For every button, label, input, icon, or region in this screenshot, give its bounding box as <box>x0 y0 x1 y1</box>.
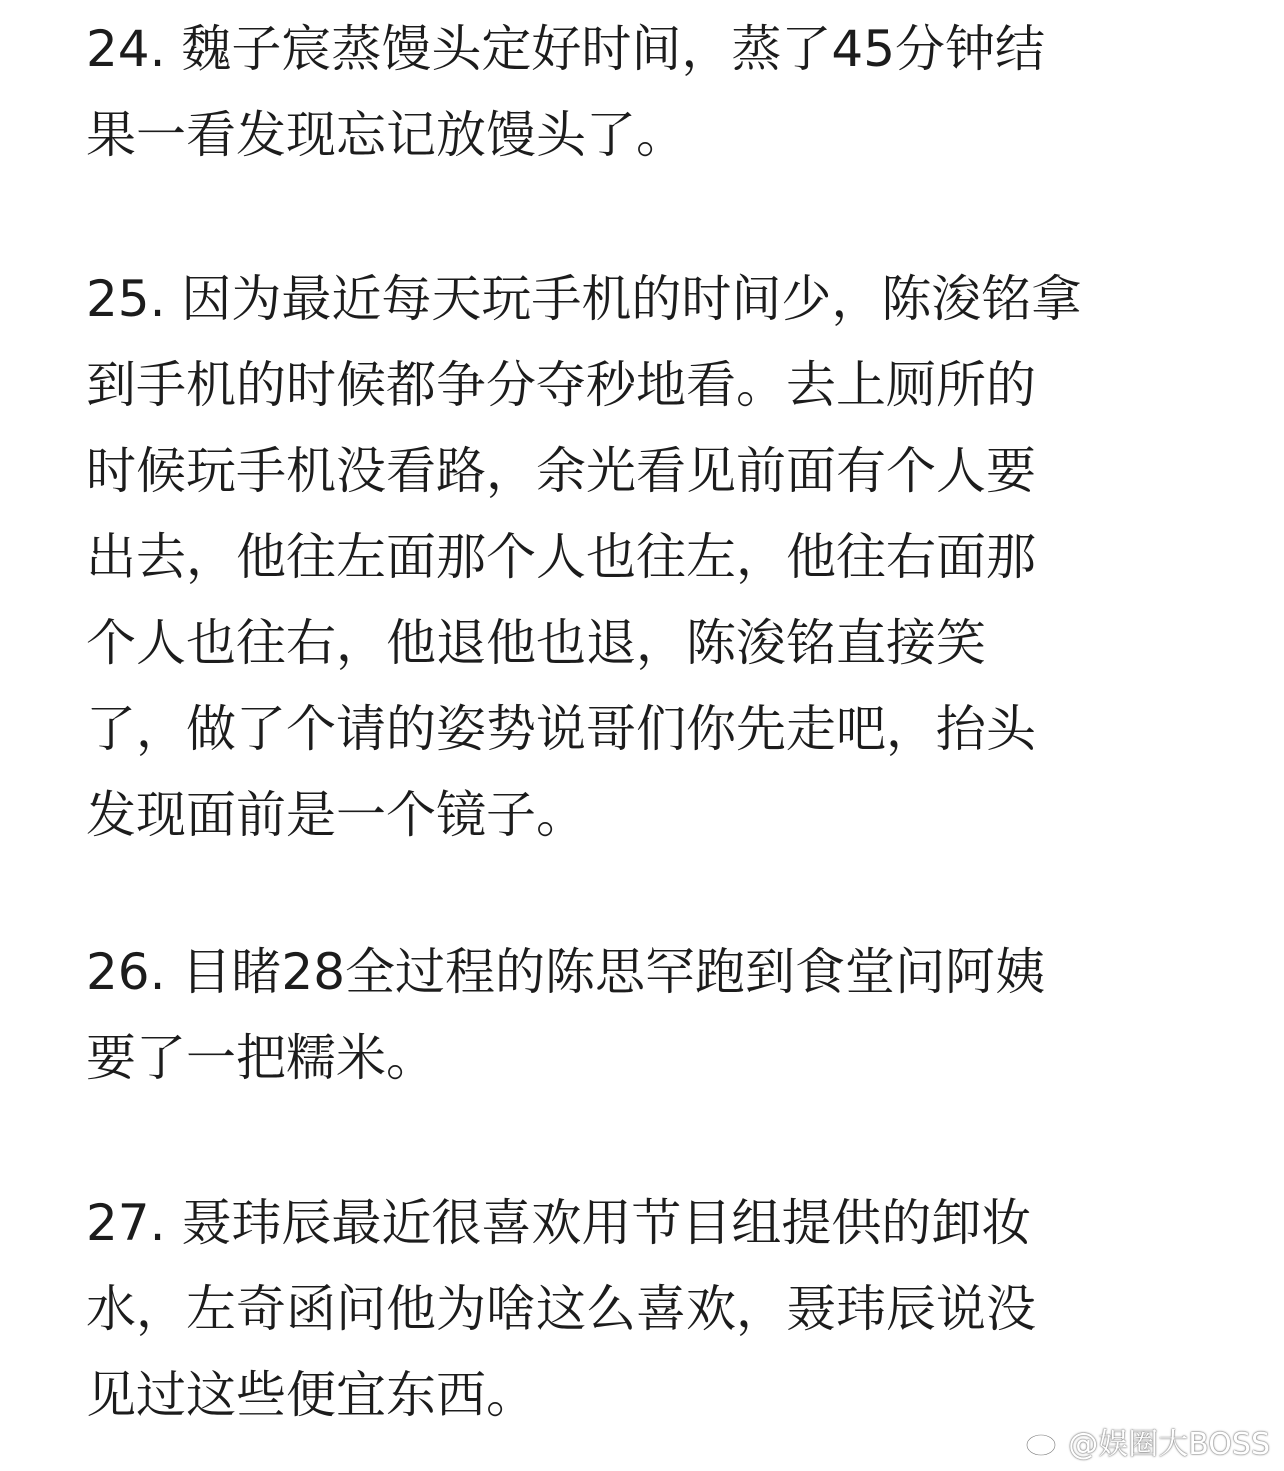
text-line: 见过这些便宜东西。 <box>86 1366 536 1424</box>
weibo-watermark <box>1024 1421 1270 1461</box>
text-line: 到手机的时候都争分夺秒地看。去上厕所的 <box>86 356 1036 414</box>
anecdote-26 <box>86 929 1045 1101</box>
text-line: 果一看发现忘记放馒头了。 <box>86 106 686 164</box>
anecdote-24 <box>86 6 1045 178</box>
text-line: 24. 魏子宸蒸馒头定好时间，蒸了45分钟结 <box>86 20 1046 78</box>
text-line: 27. 聂玮辰最近很喜欢用节目组提供的卸妆 <box>86 1194 1032 1252</box>
text-line: 发现面前是一个镜子。 <box>86 786 586 844</box>
anecdote-25 <box>86 256 1081 858</box>
text-line: 26. 目睹28全过程的陈思罕跑到食堂问阿姨 <box>86 943 1046 1001</box>
watermark-text: @娱圈大BOSS <box>1068 1427 1270 1462</box>
text-line: 25. 因为最近每天玩手机的时间少，陈浚铭拿 <box>86 270 1082 328</box>
text-line: 水，左奇函问他为啥这么喜欢，聂玮辰说没 <box>86 1280 1036 1338</box>
anecdote-27 <box>86 1180 1036 1438</box>
weibo-icon <box>1024 1424 1064 1458</box>
text-line: 要了一把糯米。 <box>86 1029 436 1087</box>
text-line: 时候玩手机没看路，余光看见前面有个人要 <box>86 442 1036 500</box>
text-line: 出去，他往左面那个人也往左，他往右面那 <box>86 528 1036 586</box>
text-line: 个人也往右，他退他也退，陈浚铭直接笑 <box>86 614 986 672</box>
text-line: 了，做了个请的姿势说哥们你先走吧，抬头 <box>86 700 1036 758</box>
